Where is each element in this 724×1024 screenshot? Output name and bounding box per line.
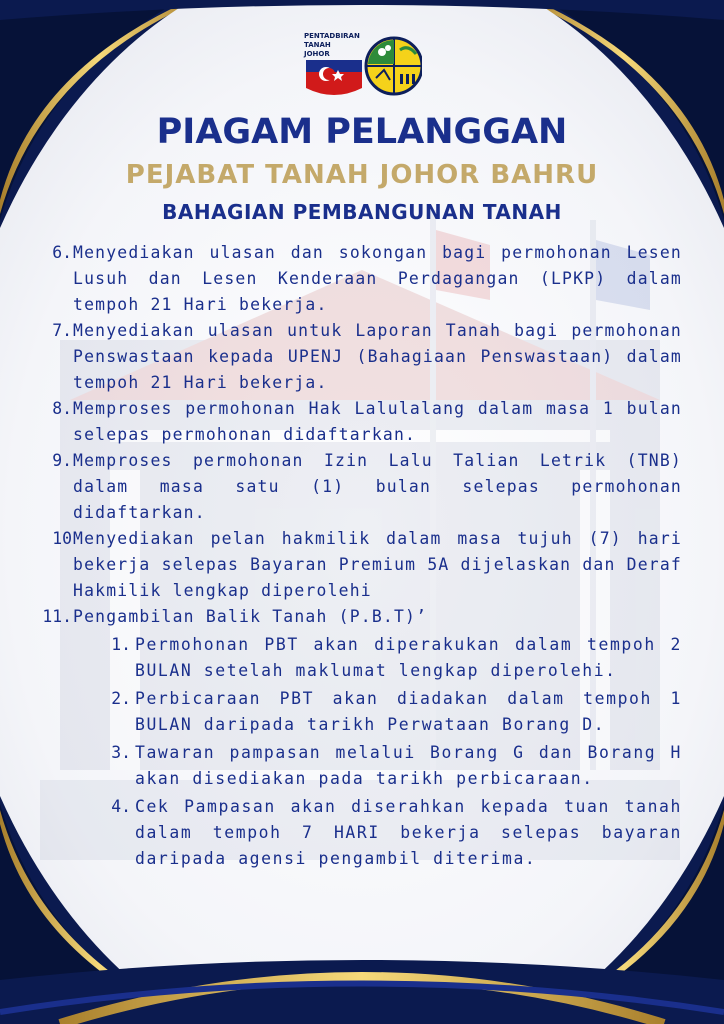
logo-emblem [304, 30, 422, 100]
item-text: Pengambilan Balik Tanah (P.B.T)’ [73, 607, 428, 626]
item-number: 10 [52, 529, 72, 548]
list-item [40, 318, 682, 396]
sub-item-number: 2. [111, 689, 131, 708]
list-item [40, 240, 682, 318]
sub-list-item [95, 686, 682, 738]
office-name: PEJABAT TANAH JOHOR BAHRU [125, 160, 599, 190]
item-number: 7. [52, 321, 72, 340]
sub-item-number: 4. [111, 797, 131, 816]
list-item [40, 448, 682, 526]
list-item [40, 396, 682, 448]
item-number: 11. [42, 607, 72, 626]
pbt-sublist [95, 632, 682, 872]
sub-item-text: Tawaran pampasan melalui Borang G dan Borang H akan disediakan pada tarikh perbicaraan. [135, 743, 682, 788]
sub-item-text: Perbicaraan PBT akan diadakan dalam tempoh 1 BULAN daripada tarikh Perwataan Borang D. [135, 689, 682, 734]
logo [304, 30, 422, 100]
sub-list-item [95, 794, 682, 872]
sub-item-number: 3. [111, 743, 131, 762]
item-text: Memproses permohonan Izin Lalu Talian Letrik (TNB) dalam masa satu (1) bulan selepas permohonan didaftarkan. [73, 451, 682, 522]
item-text: Menyediakan ulasan dan sokongan bagi permohonan Lesen Lusuh dan Lesen Kenderaan Perdagangan (LPKP) dalam tempoh 21 Hari bekerja. [73, 243, 682, 314]
logo-line3: JOHOR [304, 50, 330, 58]
item-text: Menyediakan ulasan untuk Laporan Tanah bagi permohonan Penswastaan kepada UPENJ (Bahagiaan Penswastaan) dalam tempoh 21 Hari bekerja. [73, 321, 682, 392]
item-number: 9. [52, 451, 72, 470]
page-title: PIAGAM PELANGGAN [156, 112, 568, 152]
item-text: Memproses permohonan Hak Lalulalang dalam masa 1 bulan selepas permohonan didaftarkan. [73, 399, 682, 444]
logo-line2: TANAH [304, 41, 331, 49]
item-number: 8. [52, 399, 72, 418]
charter-list [40, 240, 682, 874]
item-text: Menyediakan pelan hakmilik dalam masa tujuh (7) hari bekerja selepas Bayaran Premium 5A dijelaskan dan Deraf Hakmilik lengkap diperolehi [73, 529, 682, 600]
sub-item-text: Cek Pampasan akan diserahkan kepada tuan tanah dalam tempoh 7 HARI bekerja selepas bayaran daripada agensi pengambil diterima. [135, 797, 682, 868]
item-number: 6. [52, 243, 72, 262]
logo-line1: PENTADBIRAN [304, 32, 360, 40]
sub-item-text: Permohonan PBT akan diperakukan dalam tempoh 2 BULAN setelah maklumat lengkap diperolehi. [135, 635, 682, 680]
list-item [40, 526, 682, 604]
section-name: BAHAGIAN PEMBANGUNAN TANAH [162, 200, 562, 224]
sub-item-number: 1. [111, 635, 131, 654]
sub-list-item [95, 740, 682, 792]
sub-list-item [95, 632, 682, 684]
list-item [40, 604, 682, 872]
